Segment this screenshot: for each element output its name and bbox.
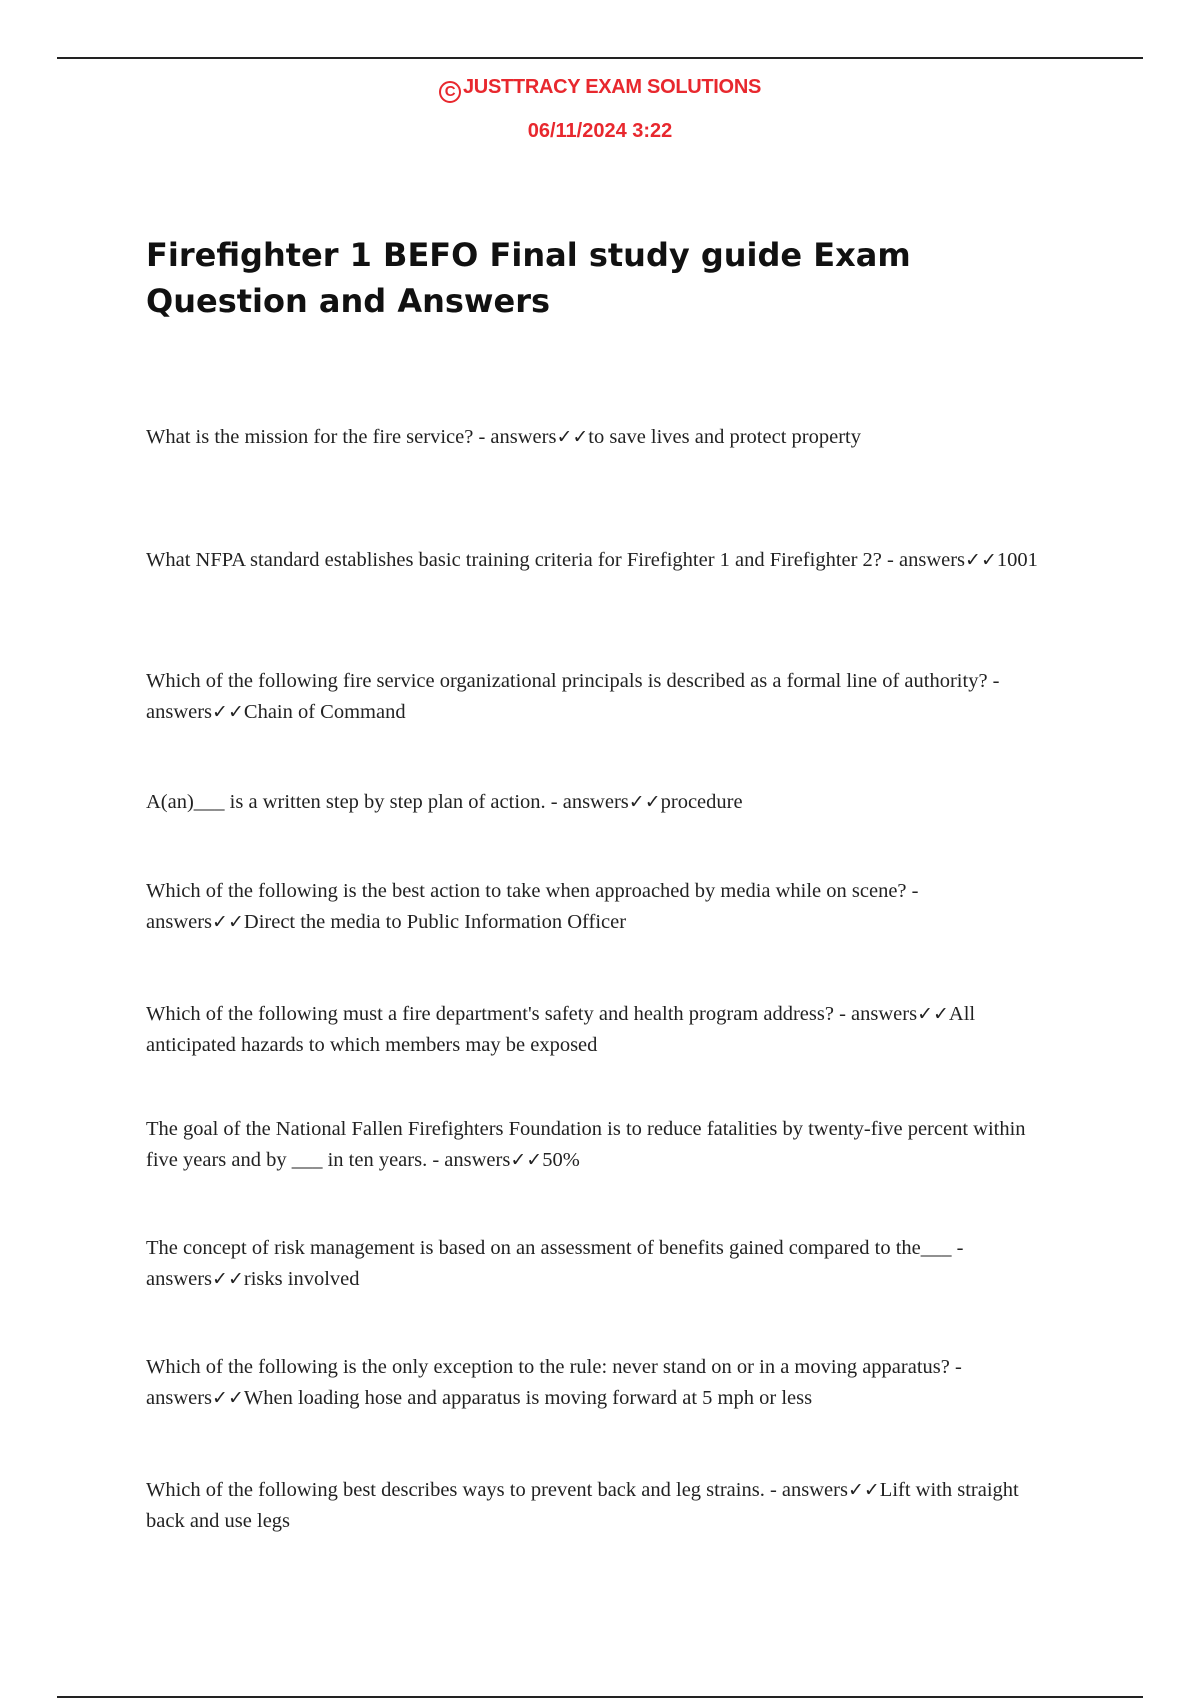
check-icon: ✓✓: [510, 1149, 543, 1171]
answer-separator: - answers: [146, 1237, 964, 1290]
question-text: Which of the following must a fire department's safety and health program address?: [146, 1003, 834, 1025]
answer-separator: - answers: [146, 880, 919, 933]
answer-separator: - answers: [764, 1479, 848, 1501]
check-icon: ✓✓: [917, 1003, 949, 1025]
brand-name: JUSTTRACY EXAM SOLUTIONS: [462, 76, 761, 98]
check-icon: ✓✓: [847, 1479, 880, 1501]
answer-separator: - answers: [146, 1356, 962, 1409]
question-text: Which of the following fire service organizational principals is described as a formal line of authority?: [146, 670, 988, 692]
check-icon: ✓✓: [556, 426, 589, 448]
qa-item-2: [146, 545, 1051, 576]
check-icon: ✓✓: [628, 791, 661, 813]
answer-separator: - answers: [427, 1149, 511, 1171]
question-text: A(an)___ is a written step by step plan of action.: [146, 791, 546, 813]
qa-item-7: [146, 1114, 1051, 1176]
answer-text: Direct the media to Public Information Officer: [243, 911, 627, 933]
qa-item-5: [146, 876, 1051, 938]
question-text: Which of the following best describes ways to prevent back and leg strains.: [146, 1479, 765, 1501]
answer-separator: - answers: [146, 670, 1000, 723]
check-icon: ✓✓: [965, 549, 997, 571]
check-icon: ✓✓: [212, 701, 244, 723]
answer-separator: - answers: [881, 549, 966, 571]
qa-item-9: [146, 1352, 1051, 1414]
check-icon: ✓✓: [212, 1387, 244, 1409]
answer-text: When loading hose and apparatus is moving forward at 5 mph or less: [243, 1387, 813, 1409]
qa-item-6: [146, 999, 1051, 1061]
qa-item-10: [146, 1475, 1051, 1537]
answer-separator: - answers: [473, 426, 557, 448]
answer-separator: - answers: [545, 791, 629, 813]
answer-text: All anticipated hazards to which members may be exposed: [146, 1003, 976, 1056]
answer-text: Chain of Command: [243, 701, 406, 723]
top-rule: [57, 57, 1143, 59]
qa-item-1: [146, 422, 1051, 453]
check-icon: ✓✓: [212, 1268, 244, 1290]
answer-text: Lift with straight back and use legs: [146, 1479, 1019, 1532]
document-title: Firefighter 1 BEFO Final study guide Exam Question and Answers: [146, 236, 911, 320]
bottom-rule: [57, 1696, 1143, 1698]
question-text: Which of the following is the best action to take when approached by media while on scene?: [146, 880, 907, 902]
qa-item-4: [146, 787, 1051, 818]
copyright-icon: C: [439, 81, 461, 103]
question-text: The concept of risk management is based on an assessment of benefits gained compared to the___: [146, 1237, 952, 1259]
question-text: What NFPA standard establishes basic training criteria for Firefighter 1 and Firefighter 2?: [146, 549, 882, 571]
qa-item-8: [146, 1233, 1051, 1295]
qa-item-3: [146, 666, 1051, 728]
answer-text: 50%: [542, 1149, 580, 1171]
question-text: Which of the following is the only exception to the rule: never stand on or in a moving apparatus?: [146, 1356, 950, 1378]
answer-text: 1001: [996, 549, 1038, 571]
answer-text: to save lives and protect property: [588, 426, 861, 448]
watermark-header: [0, 72, 1200, 146]
question-text: What is the mission for the fire service?: [146, 426, 474, 448]
answer-text: risks involved: [243, 1268, 360, 1290]
answer-separator: - answers: [833, 1003, 918, 1025]
header-date: 06/11/2024 3:22: [527, 120, 673, 142]
question-text: The goal of the National Fallen Firefighters Foundation is to reduce fatalities by twenty-five percent within five years and by ___ in ten years.: [146, 1118, 1026, 1171]
brand-line: [0, 72, 1200, 102]
check-icon: ✓✓: [212, 911, 244, 933]
answer-text: procedure: [660, 791, 743, 813]
